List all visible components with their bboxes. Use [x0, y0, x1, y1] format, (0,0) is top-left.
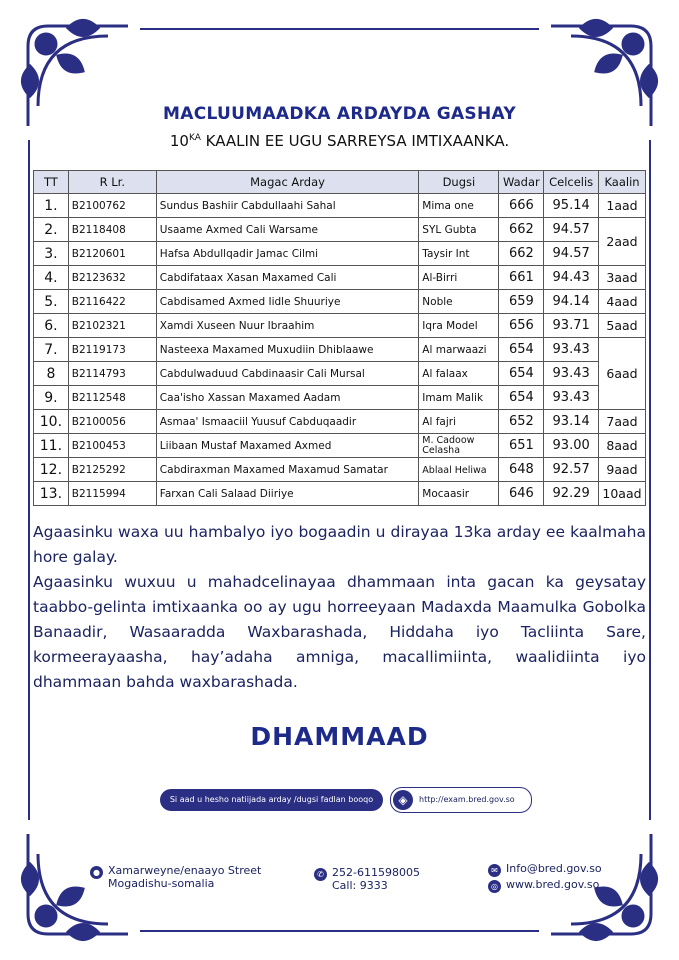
info-banner: Si aad u hesho natiijada arday /dugsi fadlan booqo	[160, 789, 383, 811]
cell-tt: 3.	[34, 242, 69, 266]
subtitle-sup: KA	[188, 133, 201, 143]
website-address: www.bred.gov.so	[506, 878, 600, 891]
corner-ornament-bottom-left	[8, 834, 128, 954]
cell-rank: 8aad	[599, 434, 646, 458]
table-row	[34, 458, 646, 482]
cell-tt: 9.	[34, 386, 69, 410]
cell-rank: 9aad	[599, 458, 646, 482]
subtitle-rest: KAALIN EE UGU SARREYSA IMTIXAANKA.	[200, 132, 510, 150]
cell-rank: 5aad	[599, 314, 646, 338]
cell-avg: 93.14	[544, 410, 599, 434]
cell-name: Cabdisamed Axmed Iidle Shuuriye	[156, 290, 419, 314]
cell-total: 646	[499, 482, 544, 506]
cell-name: Asmaa' Ismaaciil Yuusuf Cabduqaadir	[156, 410, 419, 434]
address-line-2: Mogadishu-somalia	[108, 877, 215, 890]
table-row	[34, 434, 646, 458]
cell-rl: B2100762	[68, 194, 156, 218]
results-website-link[interactable]	[390, 787, 532, 813]
table-row	[34, 290, 646, 314]
cell-rl: B2100056	[68, 410, 156, 434]
cell-avg: 92.57	[544, 458, 599, 482]
cell-rl: B2119173	[68, 338, 156, 362]
cell-school-text: M. Cadoow Celasha	[422, 434, 475, 456]
table-row	[34, 242, 646, 266]
cell-total: 659	[499, 290, 544, 314]
email-icon: ✉	[488, 864, 501, 877]
cell-school	[419, 458, 499, 482]
table-row	[34, 362, 646, 386]
globe-icon: ◈	[393, 790, 413, 810]
cell-school: Iqra Model	[419, 314, 499, 338]
phone-icon: ✆	[314, 868, 327, 881]
cell-school: SYL Gubta	[419, 218, 499, 242]
cell-avg: 92.29	[544, 482, 599, 506]
cell-avg: 93.43	[544, 338, 599, 362]
cell-rl: B2120601	[68, 242, 156, 266]
cell-avg: 94.14	[544, 290, 599, 314]
table-row	[34, 218, 646, 242]
corner-ornament-bottom-right	[551, 834, 671, 954]
cell-school: Al-Birri	[419, 266, 499, 290]
cell-name: Usaame Axmed Cali Warsame	[156, 218, 419, 242]
cell-name: Hafsa Abdullqadir Jamac Cilmi	[156, 242, 419, 266]
cell-avg: 93.71	[544, 314, 599, 338]
cell-school: Mocaasir	[419, 482, 499, 506]
cell-avg: 94.57	[544, 242, 599, 266]
cell-rank: 1aad	[599, 194, 646, 218]
cell-rl: B2116422	[68, 290, 156, 314]
cell-name: Xamdi Xuseen Nuur Ibraahim	[156, 314, 419, 338]
cell-school: Noble	[419, 290, 499, 314]
cell-school: Imam Malik	[419, 386, 499, 410]
col-header-rank: Kaalin	[599, 171, 646, 194]
cell-avg: 93.00	[544, 434, 599, 458]
cell-rl: B2102321	[68, 314, 156, 338]
col-header-avg: Celcelis	[544, 171, 599, 194]
cell-school-text: Ablaal Heliwa	[422, 464, 487, 476]
cell-tt: 5.	[34, 290, 69, 314]
cell-rl: B2123632	[68, 266, 156, 290]
cell-school	[419, 434, 499, 458]
cell-total: 654	[499, 386, 544, 410]
cell-avg: 95.14	[544, 194, 599, 218]
page-title: MACLUUMAADKA ARDAYDA GASHAY	[163, 104, 516, 124]
cell-tt: 8	[34, 362, 69, 386]
paragraph-thanks: Agaasinku wuxuu u mahadcelinayaa dhammaan inta gacan ka geysatay taabbo-gelinta imtixaanka oo ay ugu horreeyaan Madaxda Maamulka Gobolka Banaadir, Wasaaradda Waxbarashada, Hiddaha iyo Tacliinta Sare, kormeerayaasha, hay’adaha amniga, macallimiinta, waalidiinta iyo dhammaan bahda waxbarashada.	[33, 573, 646, 691]
cell-avg: 94.43	[544, 266, 599, 290]
table-row	[34, 314, 646, 338]
cell-name: Liibaan Mustaf Maxamed Axmed	[156, 434, 419, 458]
page-subtitle	[0, 132, 679, 150]
cell-rank: 7aad	[599, 410, 646, 434]
cell-rank: 4aad	[599, 290, 646, 314]
cell-avg: 93.43	[544, 362, 599, 386]
results-table	[33, 170, 646, 506]
cell-school: Mima one	[419, 194, 499, 218]
cell-total: 654	[499, 338, 544, 362]
table-row	[34, 410, 646, 434]
table-header-row	[34, 171, 646, 194]
call-number: Call: 9333	[332, 879, 388, 892]
col-header-total: Wadar	[499, 171, 544, 194]
footer-email[interactable]	[491, 862, 602, 875]
cell-total: 662	[499, 218, 544, 242]
cell-tt: 11.	[34, 434, 69, 458]
cell-school: Taysir Int	[419, 242, 499, 266]
cell-total: 651	[499, 434, 544, 458]
cell-name: Nasteexa Maxamed Muxudiin Dhiblaawe	[156, 338, 419, 362]
cell-name: Cabdulwaduud Cabdinaasir Cali Mursal	[156, 362, 419, 386]
address-line-1: Xamarweyne/enaayo Street	[108, 864, 262, 877]
subtitle-prefix: 10	[169, 132, 189, 150]
cell-school: Al falaax	[419, 362, 499, 386]
footer-address	[93, 864, 262, 890]
cell-rl: B2118408	[68, 218, 156, 242]
border-right	[649, 140, 651, 820]
footer-phone	[317, 866, 420, 892]
cell-rl: B2112548	[68, 386, 156, 410]
cell-avg: 94.57	[544, 218, 599, 242]
cell-tt: 13.	[34, 482, 69, 506]
cell-name: Caa'isho Xassan Maxamed Aadam	[156, 386, 419, 410]
table-row	[34, 482, 646, 506]
cell-tt: 6.	[34, 314, 69, 338]
cell-rank: 6aad	[599, 338, 646, 410]
cell-tt: 10.	[34, 410, 69, 434]
location-pin-icon: ●	[90, 866, 103, 879]
email-address: Info@bred.gov.so	[506, 862, 602, 875]
cell-rank: 10aad	[599, 482, 646, 506]
footer-website[interactable]	[491, 878, 600, 891]
cell-name: Sundus Bashiir Cabdullaahi Sahal	[156, 194, 419, 218]
cell-total: 666	[499, 194, 544, 218]
cell-total: 661	[499, 266, 544, 290]
cell-rank: 3aad	[599, 266, 646, 290]
cell-school: Al fajri	[419, 410, 499, 434]
col-header-rl: R Lr.	[68, 171, 156, 194]
cell-total: 654	[499, 362, 544, 386]
table-row	[34, 266, 646, 290]
col-header-school: Dugsi	[419, 171, 499, 194]
table-row	[34, 194, 646, 218]
table-row	[34, 386, 646, 410]
border-bottom	[140, 930, 539, 932]
cell-tt: 7.	[34, 338, 69, 362]
border-left	[28, 140, 30, 820]
table-row	[34, 338, 646, 362]
phone-number: 252-611598005	[332, 866, 420, 879]
cell-rl: B2115994	[68, 482, 156, 506]
col-header-tt: TT	[34, 171, 69, 194]
cell-total: 648	[499, 458, 544, 482]
cell-rl: B2114793	[68, 362, 156, 386]
border-top	[140, 28, 539, 30]
cell-total: 656	[499, 314, 544, 338]
cell-name: Farxan Cali Salaad Diiriye	[156, 482, 419, 506]
cell-rl: B2100453	[68, 434, 156, 458]
web-icon: ◎	[488, 880, 501, 893]
cell-tt: 2.	[34, 218, 69, 242]
cell-name: Cabdifataax Xasan Maxamed Cali	[156, 266, 419, 290]
cell-avg: 93.43	[544, 386, 599, 410]
cell-total: 662	[499, 242, 544, 266]
cell-tt: 4.	[34, 266, 69, 290]
paragraph-congrats: Agaasinku waxa uu hambalyo iyo bogaadin u dirayaa 13ka arday ee kaalmaha hore galay.	[33, 523, 646, 566]
cell-school: Al marwaazi	[419, 338, 499, 362]
cell-rank: 2aad	[599, 218, 646, 266]
results-url-text: http://exam.bred.gov.so	[419, 795, 515, 804]
cell-rl: B2125292	[68, 458, 156, 482]
cell-tt: 1.	[34, 194, 69, 218]
cell-name: Cabdiraxman Maxamed Maxamud Samatar	[156, 458, 419, 482]
cell-total: 652	[499, 410, 544, 434]
col-header-name: Magac Arday	[156, 171, 419, 194]
cell-tt: 12.	[34, 458, 69, 482]
closing-heading: DHAMMAAD	[250, 722, 429, 751]
